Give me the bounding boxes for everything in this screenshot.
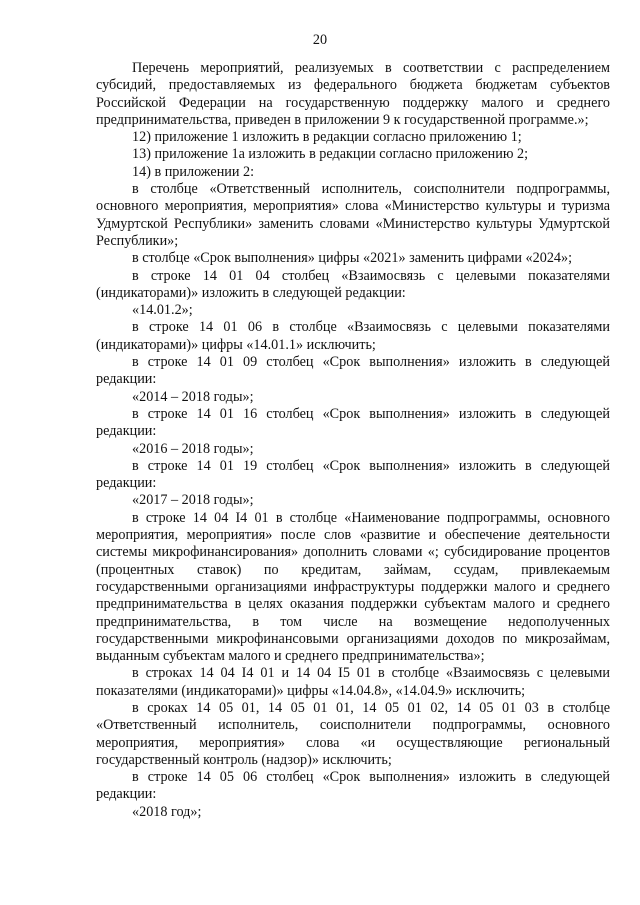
paragraph: 13) приложение 1а изложить в редакции согласно приложению 2;	[132, 146, 529, 163]
page-number: 20	[312, 32, 328, 48]
paragraph: в столбце «Ответственный исполнитель, соисполнители подпрограммы, основного мероприятия, мероприятия» слова «Министерство культуры и туризма Удмуртской Республики» заменить словами «Министерство культуры Удмуртской Республики»;	[96, 181, 610, 249]
paragraph: в строке 14 01 06 в столбце «Взаимосвязь с целевыми показателями (индикаторами)» цифры «14.01.1» исключить;	[96, 319, 610, 353]
document-body	[96, 60, 610, 821]
paragraph: «2014 – 2018 годы»;	[132, 388, 254, 405]
paragraph: в строке 14 01 04 столбец «Взаимосвязь с целевыми показателями (индикаторами)» изложить в следующей редакции:	[96, 267, 610, 301]
paragraph: в строке 14 01 19 столбец «Срок выполнения» изложить в следующей редакции:	[96, 457, 610, 492]
paragraph: в сроках 14 05 01, 14 05 01 01, 14 05 01 02, 14 05 01 03 в столбце «Ответственный исполнитель, соисполнители подпрограммы, основного мероприятия, мероприятия» слова «и осуществляющие региональный государственный контроль (надзор)» исключить;	[96, 699, 610, 768]
paragraph: 14) в приложении 2:	[132, 163, 255, 180]
paragraph: в строках 14 04 I4 01 и 14 04 I5 01 в столбце «Взаимосвязь с целевыми показателями (индикаторами)» цифры «14.04.8», «14.04.9» исключить;	[96, 665, 610, 699]
paragraph: в строке 14 01 09 столбец «Срок выполнения» изложить в следующей редакции:	[96, 354, 610, 388]
paragraph: в строке 14 05 06 столбец «Срок выполнения» изложить в следующей редакции:	[96, 769, 610, 803]
paragraph: «2018 год»;	[132, 803, 202, 820]
paragraph: Перечень мероприятий, реализуемых в соответствии с распределением субсидий, предоставляемых из федерального бюджета бюджетам субъектов Российской Федерации на государственную поддержку малого и среднего предпринимательства, приведен в приложении 9 к государственной программе.»;	[96, 60, 610, 128]
paragraph: «2017 – 2018 годы»;	[132, 492, 254, 509]
paragraph: «14.01.2»;	[132, 302, 193, 319]
paragraph: «2016 – 2018 годы»;	[132, 440, 254, 457]
paragraph: 12) приложение 1 изложить в редакции согласно приложению 1;	[132, 129, 522, 146]
paragraph: в строке 14 01 16 столбец «Срок выполнения» изложить в следующей редакции:	[96, 405, 610, 440]
paragraph: в строке 14 04 I4 01 в столбце «Наименование подпрограммы, основного мероприятия, мероприятия» после слов «развитие и обеспечение деятельности системы микрофинансирования» дополнить словами «; субсидирование процентов (процентных ставок) по кредитам, займам, ссудам, привлекаемым государственными организациями инфраструктуры поддержки малого и среднего предпринимательства в целях оказания поддержки субъектам малого и среднего предпринимательства, в том числе на возмещение недополученных государственными микрофинансовыми организациями доходов по микрозаймам, выданным субъектам малого и среднего предпринимательства»;	[96, 509, 610, 665]
paragraph: в столбце «Срок выполнения» цифры «2021» заменить цифрами «2024»;	[132, 250, 573, 267]
